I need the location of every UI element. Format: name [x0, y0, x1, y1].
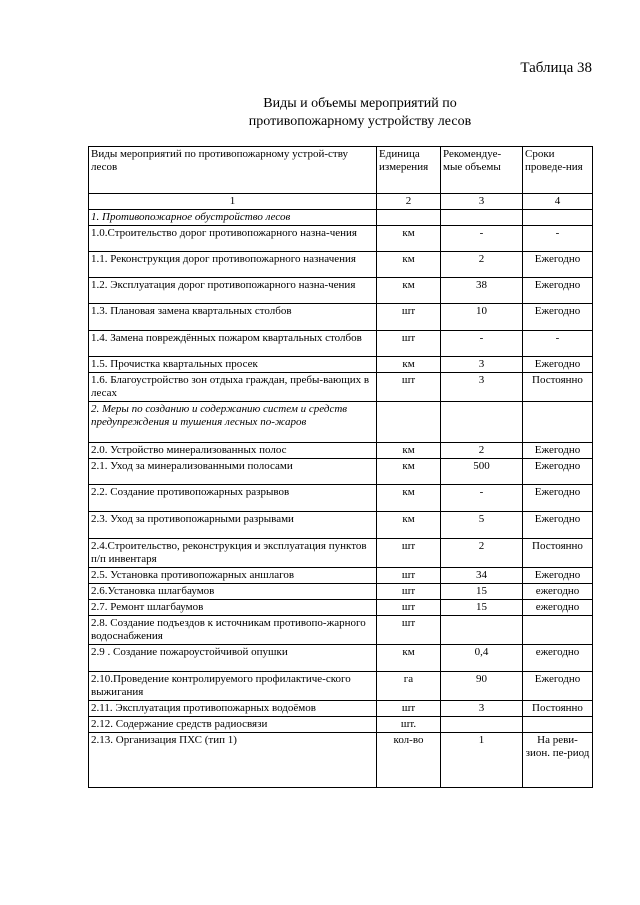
- cell-term: Постоянно: [523, 539, 593, 568]
- header-row: [89, 147, 593, 194]
- cell-volume: -: [441, 331, 523, 357]
- table-row: [89, 672, 593, 701]
- cell-volume: 2: [441, 252, 523, 278]
- table-row: [89, 485, 593, 512]
- cell-term: На реви-зион. пе-риод: [523, 733, 593, 788]
- table-row: [89, 252, 593, 278]
- cell-activity: 2.6.Установка шлагбаумов: [89, 584, 377, 600]
- cell-activity: 1.1. Реконструкция дорог противопожарного назначения: [89, 252, 377, 278]
- cell-activity: 2. Меры по созданию и содержанию систем и средств предупреждения и тушения лесных по-жаров: [89, 402, 377, 443]
- cell-term: Ежегодно: [523, 278, 593, 304]
- section-row: [89, 402, 593, 443]
- cell-volume: -: [441, 485, 523, 512]
- cell-activity: 2.8. Создание подъездов к источникам противопо-жарного водоснабжения: [89, 616, 377, 645]
- cell-activity: 2.3. Уход за противопожарными разрывами: [89, 512, 377, 539]
- cell-volume: 90: [441, 672, 523, 701]
- cell-volume: 15: [441, 584, 523, 600]
- table-row: [89, 701, 593, 717]
- column-number: 3: [441, 194, 523, 210]
- title-line-2: противопожарному устройству лесов: [248, 114, 472, 129]
- cell-unit: шт: [377, 616, 441, 645]
- cell-term: Постоянно: [523, 701, 593, 717]
- table-row: [89, 373, 593, 402]
- cell-volume: 34: [441, 568, 523, 584]
- cell-term: Ежегодно: [523, 357, 593, 373]
- cell-volume: 2: [441, 443, 523, 459]
- table-row: [89, 443, 593, 459]
- cell-unit: км: [377, 278, 441, 304]
- cell-unit: шт: [377, 331, 441, 357]
- cell-unit: шт: [377, 539, 441, 568]
- cell-term: Ежегодно: [523, 304, 593, 331]
- cell-activity: 1.6. Благоустройство зон отдыха граждан, пребы-вающих в лесах: [89, 373, 377, 402]
- cell-term: ежегодно: [523, 645, 593, 672]
- cell-unit: [377, 402, 441, 443]
- cell-unit: шт: [377, 584, 441, 600]
- cell-unit: шт.: [377, 717, 441, 733]
- cell-unit: км: [377, 645, 441, 672]
- table-body: [89, 210, 593, 788]
- header-cell: Рекомендуе-мые объемы: [441, 147, 523, 194]
- cell-activity: 1. Противопожарное обустройство лесов: [89, 210, 377, 226]
- cell-unit: км: [377, 485, 441, 512]
- header-cell: Виды мероприятий по противопожарному устрой-ству лесов: [89, 147, 377, 194]
- header-cell: Сроки проведе-ния: [523, 147, 593, 194]
- cell-term: ежегодно: [523, 600, 593, 616]
- cell-activity: 1.2. Эксплуатация дорог противопожарного назна-чения: [89, 278, 377, 304]
- cell-activity: 1.5. Прочистка квартальных просек: [89, 357, 377, 373]
- table-row: [89, 568, 593, 584]
- cell-term: [523, 717, 593, 733]
- title-line-1: Виды и объемы мероприятий по: [263, 96, 457, 111]
- table-row: [89, 512, 593, 539]
- cell-volume: [441, 616, 523, 645]
- cell-volume: 10: [441, 304, 523, 331]
- cell-unit: га: [377, 672, 441, 701]
- cell-term: Ежегодно: [523, 459, 593, 485]
- table-row: [89, 600, 593, 616]
- column-number: 4: [523, 194, 593, 210]
- table-row: [89, 278, 593, 304]
- cell-activity: 2.11. Эксплуатация противопожарных водоёмов: [89, 701, 377, 717]
- cell-activity: 2.9 . Создание пожароустойчивой опушки: [89, 645, 377, 672]
- header-cell: Единица измерения: [377, 147, 441, 194]
- table-row: [89, 645, 593, 672]
- cell-unit: км: [377, 512, 441, 539]
- cell-term: Ежегодно: [523, 485, 593, 512]
- cell-term: Ежегодно: [523, 512, 593, 539]
- table-number-label: Таблица 38: [520, 60, 592, 76]
- cell-volume: 1: [441, 733, 523, 788]
- cell-volume: [441, 210, 523, 226]
- cell-volume: 2: [441, 539, 523, 568]
- table-row: [89, 616, 593, 645]
- document-title: [0, 95, 640, 131]
- cell-activity: 1.0.Строительство дорог противопожарного назна-чения: [89, 226, 377, 252]
- cell-term: Постоянно: [523, 373, 593, 402]
- cell-volume: 3: [441, 701, 523, 717]
- cell-unit: км: [377, 357, 441, 373]
- cell-term: Ежегодно: [523, 672, 593, 701]
- column-number: 2: [377, 194, 441, 210]
- cell-activity: 2.1. Уход за минерализованными полосами: [89, 459, 377, 485]
- cell-volume: 5: [441, 512, 523, 539]
- cell-unit: шт: [377, 304, 441, 331]
- table-row: [89, 584, 593, 600]
- cell-unit: шт: [377, 701, 441, 717]
- cell-activity: 2.5. Установка противопожарных аншлагов: [89, 568, 377, 584]
- cell-activity: 2.7. Ремонт шлагбаумов: [89, 600, 377, 616]
- cell-term: -: [523, 226, 593, 252]
- cell-volume: [441, 402, 523, 443]
- table-row: [89, 539, 593, 568]
- cell-unit: км: [377, 459, 441, 485]
- cell-activity: 2.2. Создание противопожарных разрывов: [89, 485, 377, 512]
- measures-table: [88, 146, 593, 788]
- cell-unit: км: [377, 443, 441, 459]
- cell-term: Ежегодно: [523, 443, 593, 459]
- cell-term: [523, 210, 593, 226]
- cell-volume: 500: [441, 459, 523, 485]
- table-row: [89, 459, 593, 485]
- cell-volume: 3: [441, 373, 523, 402]
- cell-activity: 2.4.Строительство, реконструкция и эксплуатация пунктов п/п инвентаря: [89, 539, 377, 568]
- cell-volume: [441, 717, 523, 733]
- cell-term: [523, 402, 593, 443]
- table-row: [89, 226, 593, 252]
- table-row: [89, 733, 593, 788]
- cell-unit: км: [377, 226, 441, 252]
- cell-term: ежегодно: [523, 584, 593, 600]
- cell-unit: кол-во: [377, 733, 441, 788]
- cell-activity: 1.3. Плановая замена квартальных столбов: [89, 304, 377, 331]
- cell-volume: 15: [441, 600, 523, 616]
- cell-term: Ежегодно: [523, 568, 593, 584]
- cell-term: -: [523, 331, 593, 357]
- cell-activity: 2.10.Проведение контролируемого профилактиче-ского выжигания: [89, 672, 377, 701]
- cell-unit: шт: [377, 568, 441, 584]
- cell-volume: 38: [441, 278, 523, 304]
- cell-activity: 1.4. Замена повреждённых пожаром квартальных столбов: [89, 331, 377, 357]
- cell-volume: 3: [441, 357, 523, 373]
- cell-term: Ежегодно: [523, 252, 593, 278]
- cell-volume: -: [441, 226, 523, 252]
- table-row: [89, 304, 593, 331]
- cell-activity: 2.12. Содержание средств радиосвязи: [89, 717, 377, 733]
- cell-activity: 2.0. Устройство минерализованных полос: [89, 443, 377, 459]
- cell-unit: шт: [377, 373, 441, 402]
- cell-volume: 0,4: [441, 645, 523, 672]
- cell-activity: 2.13. Организация ПХС (тип 1): [89, 733, 377, 788]
- cell-unit: [377, 210, 441, 226]
- table-row: [89, 331, 593, 357]
- cell-unit: км: [377, 252, 441, 278]
- cell-unit: шт: [377, 600, 441, 616]
- section-row: [89, 210, 593, 226]
- column-number-row: [89, 194, 593, 210]
- table-row: [89, 357, 593, 373]
- cell-term: [523, 616, 593, 645]
- table-row: [89, 717, 593, 733]
- column-number: 1: [89, 194, 377, 210]
